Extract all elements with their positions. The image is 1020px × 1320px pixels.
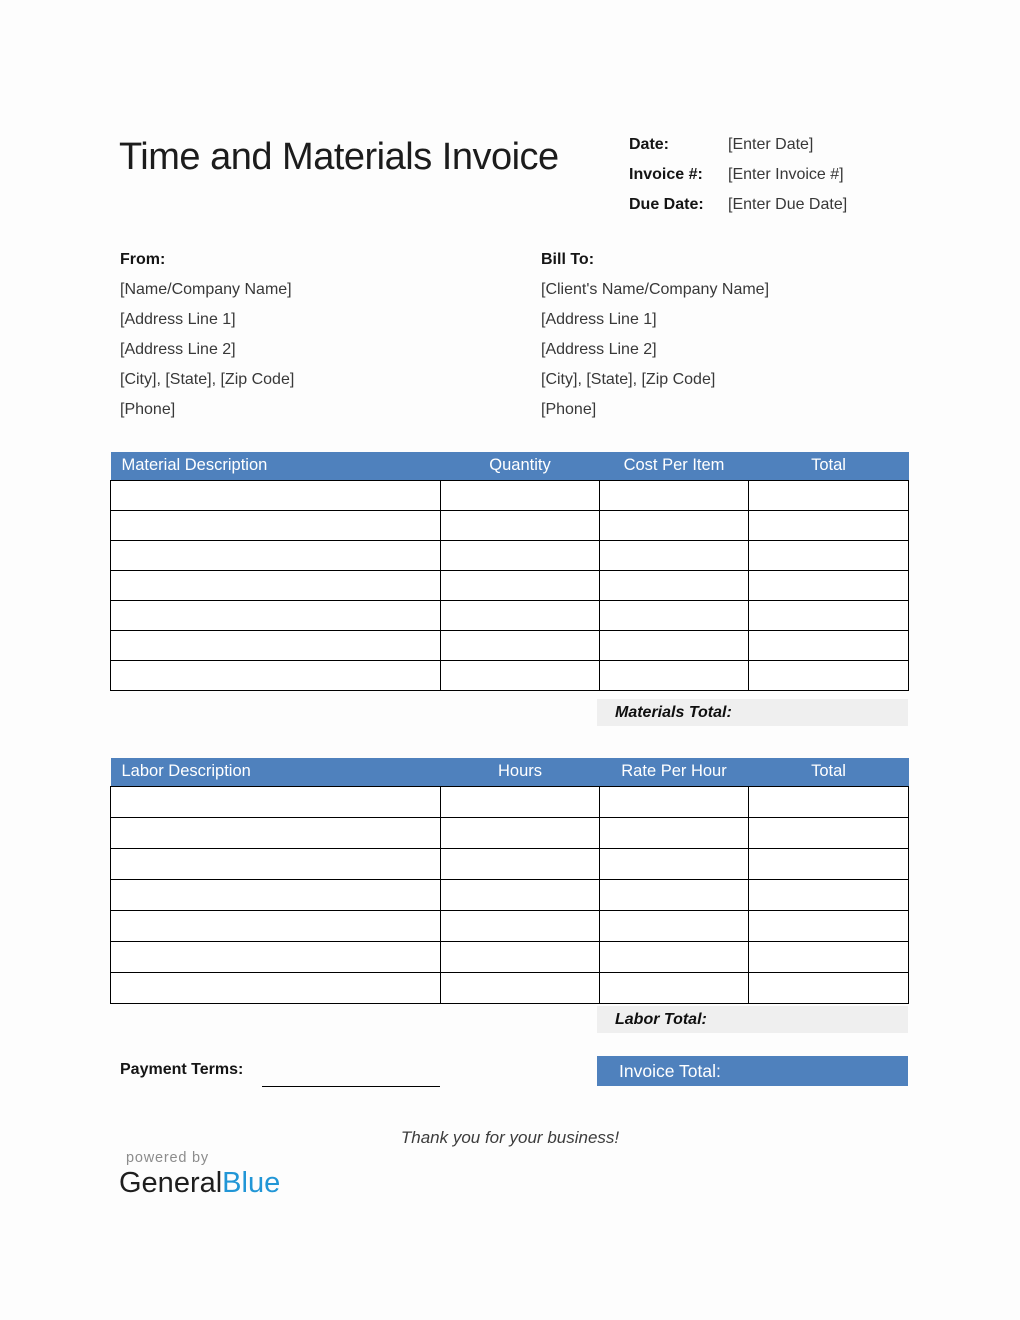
from-heading: From: xyxy=(120,251,166,268)
labor-header-hours: Hours xyxy=(441,758,600,786)
empty-cell[interactable] xyxy=(111,941,441,972)
empty-cell[interactable] xyxy=(111,972,441,1003)
empty-cell[interactable] xyxy=(600,480,749,510)
empty-cell[interactable] xyxy=(441,600,600,630)
table-row xyxy=(111,600,909,630)
bill-to-heading: Bill To: xyxy=(541,251,595,268)
from-address-1[interactable]: [Address Line 1] xyxy=(120,311,236,328)
empty-cell[interactable] xyxy=(749,941,909,972)
table-row xyxy=(111,540,909,570)
empty-cell[interactable] xyxy=(441,660,600,690)
materials-header-total: Total xyxy=(749,452,909,480)
empty-cell[interactable] xyxy=(111,480,441,510)
bill-to-phone[interactable]: [Phone] xyxy=(541,401,597,418)
table-row xyxy=(111,630,909,660)
empty-cell[interactable] xyxy=(749,660,909,690)
table-row xyxy=(111,848,909,879)
empty-cell[interactable] xyxy=(111,630,441,660)
materials-total-label: Materials Total: xyxy=(615,703,732,721)
empty-cell[interactable] xyxy=(111,600,441,630)
table-row xyxy=(111,972,909,1003)
empty-cell[interactable] xyxy=(749,817,909,848)
invoice-meta xyxy=(629,130,847,220)
due-date-value[interactable]: [Enter Due Date] xyxy=(728,196,848,213)
page-title: Time and Materials Invoice xyxy=(119,136,559,178)
general-blue-logo xyxy=(119,1167,280,1200)
empty-cell[interactable] xyxy=(111,660,441,690)
empty-cell[interactable] xyxy=(441,941,600,972)
empty-cell[interactable] xyxy=(600,941,749,972)
payment-terms-label: Payment Terms: xyxy=(120,1061,244,1078)
empty-cell[interactable] xyxy=(441,817,600,848)
empty-cell[interactable] xyxy=(749,848,909,879)
empty-cell[interactable] xyxy=(111,540,441,570)
empty-cell[interactable] xyxy=(441,879,600,910)
empty-cell[interactable] xyxy=(441,972,600,1003)
table-row xyxy=(111,510,909,540)
empty-cell[interactable] xyxy=(111,510,441,540)
invoice-number-label: Invoice #: xyxy=(629,166,703,183)
empty-cell[interactable] xyxy=(111,570,441,600)
invoice-total-value[interactable] xyxy=(721,1056,908,1086)
labor-header-total: Total xyxy=(749,758,909,786)
empty-cell[interactable] xyxy=(749,480,909,510)
empty-cell[interactable] xyxy=(749,510,909,540)
bill-to-address-1[interactable]: [Address Line 1] xyxy=(541,311,657,328)
materials-header-cost-per-item: Cost Per Item xyxy=(600,452,749,480)
empty-cell[interactable] xyxy=(441,570,600,600)
invoice-total-label: Invoice Total: xyxy=(619,1060,721,1081)
meta-row-invoice-number xyxy=(629,160,847,190)
empty-cell[interactable] xyxy=(441,848,600,879)
empty-cell[interactable] xyxy=(111,848,441,879)
powered-by-text: powered by xyxy=(126,1150,209,1166)
due-date-label: Due Date: xyxy=(629,196,704,213)
empty-cell[interactable] xyxy=(441,630,600,660)
empty-cell[interactable] xyxy=(749,600,909,630)
labor-total-bar xyxy=(597,1006,908,1033)
table-row xyxy=(111,480,909,510)
empty-cell[interactable] xyxy=(441,786,600,817)
empty-cell[interactable] xyxy=(600,660,749,690)
invoice-total-bar xyxy=(597,1056,908,1086)
brand-blue: Blue xyxy=(222,1167,281,1199)
materials-total-value[interactable] xyxy=(732,699,908,726)
meta-row-date xyxy=(629,130,847,160)
bill-to-address-2[interactable]: [Address Line 2] xyxy=(541,341,657,358)
date-value[interactable]: [Enter Date] xyxy=(728,136,814,153)
empty-cell[interactable] xyxy=(441,510,600,540)
labor-table xyxy=(110,758,909,1004)
empty-cell[interactable] xyxy=(749,879,909,910)
empty-cell[interactable] xyxy=(600,786,749,817)
thank-you-message: Thank you for your business! xyxy=(400,1128,620,1147)
labor-total-label: Labor Total: xyxy=(615,1010,707,1028)
from-block xyxy=(120,245,294,425)
table-row xyxy=(111,941,909,972)
payment-terms-input-line[interactable] xyxy=(262,1066,440,1087)
bill-to-name[interactable]: [Client's Name/Company Name] xyxy=(541,281,770,298)
materials-header-row xyxy=(111,452,909,480)
empty-cell[interactable] xyxy=(600,879,749,910)
invoice-number-value[interactable]: [Enter Invoice #] xyxy=(728,166,844,183)
table-row xyxy=(111,817,909,848)
table-row xyxy=(111,660,909,690)
empty-cell[interactable] xyxy=(749,786,909,817)
empty-cell[interactable] xyxy=(749,540,909,570)
empty-cell[interactable] xyxy=(111,910,441,941)
empty-cell[interactable] xyxy=(749,910,909,941)
empty-cell[interactable] xyxy=(749,972,909,1003)
table-row xyxy=(111,570,909,600)
labor-total-value[interactable] xyxy=(707,1006,908,1033)
empty-cell[interactable] xyxy=(441,540,600,570)
empty-cell[interactable] xyxy=(111,879,441,910)
table-row xyxy=(111,879,909,910)
table-row xyxy=(111,786,909,817)
empty-cell[interactable] xyxy=(600,972,749,1003)
empty-cell[interactable] xyxy=(749,570,909,600)
labor-header-description: Labor Description xyxy=(111,758,441,786)
bill-to-block xyxy=(541,245,769,425)
materials-header-description: Material Description xyxy=(111,452,441,480)
labor-header-row xyxy=(111,758,909,786)
bill-to-city-state-zip[interactable]: [City], [State], [Zip Code] xyxy=(541,371,716,388)
empty-cell[interactable] xyxy=(749,630,909,660)
materials-table xyxy=(110,452,909,691)
empty-cell[interactable] xyxy=(111,817,441,848)
empty-cell[interactable] xyxy=(600,817,749,848)
empty-cell[interactable] xyxy=(600,630,749,660)
from-phone[interactable]: [Phone] xyxy=(120,401,176,418)
materials-header-quantity: Quantity xyxy=(441,452,600,480)
from-city-state-zip[interactable]: [City], [State], [Zip Code] xyxy=(120,371,295,388)
empty-cell[interactable] xyxy=(441,910,600,941)
empty-cell[interactable] xyxy=(600,910,749,941)
empty-cell[interactable] xyxy=(600,600,749,630)
empty-cell[interactable] xyxy=(600,510,749,540)
from-name[interactable]: [Name/Company Name] xyxy=(120,281,292,298)
empty-cell[interactable] xyxy=(600,540,749,570)
labor-header-rate-per-hour: Rate Per Hour xyxy=(600,758,749,786)
empty-cell[interactable] xyxy=(600,570,749,600)
date-label: Date: xyxy=(629,136,670,153)
table-row xyxy=(111,910,909,941)
meta-row-due-date xyxy=(629,190,847,220)
brand-general: General xyxy=(119,1167,223,1199)
materials-total-bar xyxy=(597,699,908,726)
from-address-2[interactable]: [Address Line 2] xyxy=(120,341,236,358)
empty-cell[interactable] xyxy=(441,480,600,510)
empty-cell[interactable] xyxy=(111,786,441,817)
empty-cell[interactable] xyxy=(600,848,749,879)
